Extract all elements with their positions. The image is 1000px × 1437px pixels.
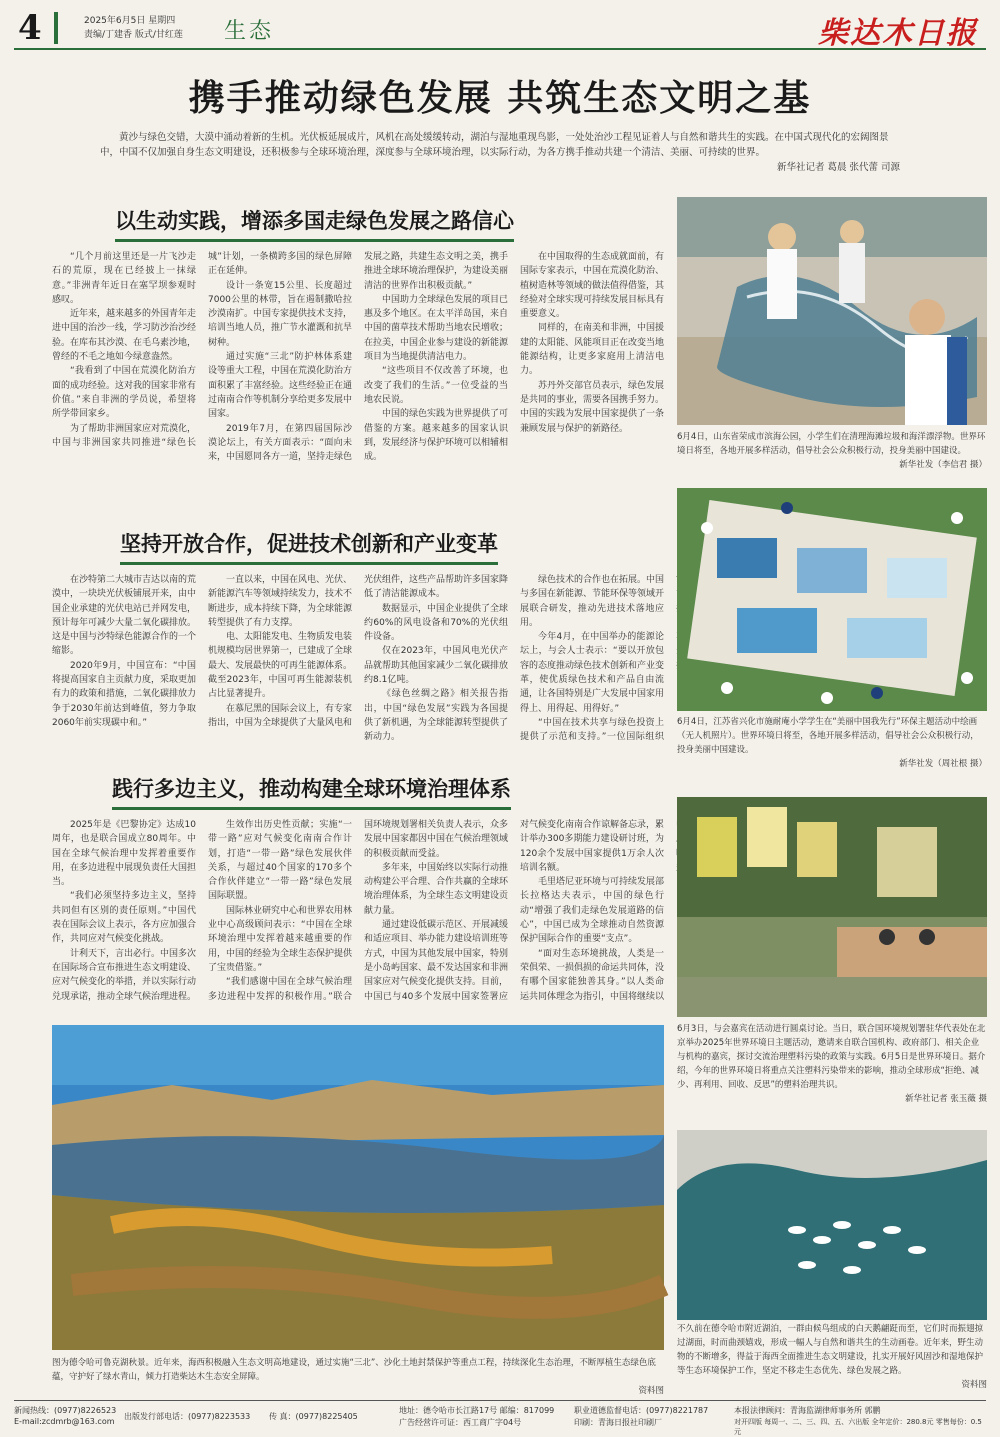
round-table-illustration xyxy=(677,797,987,1017)
paragraph: “中国在技术共享与绿色投资上提供了示范和支持。”一位国际组织 xyxy=(520,717,664,743)
paragraph: 设计一条宽15公里、长度超过7000公里的林带，旨在遏制撒哈拉沙漠南扩。中国专家提供技术支持，培训当地人员，推广节水灌溉和抗旱树种。 xyxy=(208,280,353,348)
paragraph: 多年来，中国始终以实际行动推动构建公平合理、合作共赢的全球环境治理体系，为全球生态文明建设贡献力量。 xyxy=(364,862,509,916)
photo-2-caption xyxy=(677,715,987,771)
paragraph: 近年来，越来越多的外国青年走进中国的治沙一线，学习防沙治沙经验。在库布其沙漠、在毛乌素沙地，曾经的不毛之地如今绿意盎然。 xyxy=(52,309,197,363)
photo-5-caption xyxy=(52,1356,664,1398)
footer-address: 地址：德令哈市长江路17号 邮编：817099 xyxy=(399,1406,555,1415)
paragraph: 同样的，在南美和非洲，中国援建的太阳能、风能项目正在改变当地能源结构，让更多家庭用上清洁电力。 xyxy=(520,323,665,377)
byline: 新华社记者 葛晨 张代蕾 司源 xyxy=(776,162,900,173)
subhead-3-underline xyxy=(112,807,511,810)
paragraph: 仅在2023年，中国风电光伏产品就帮助其他国家减少二氧化碳排放约8.1亿吨。 xyxy=(364,646,509,686)
swans-illustration xyxy=(677,1130,987,1320)
article-section-2 xyxy=(52,573,664,748)
footer-ad-license: 广告经营许可证：西工商广字04号 xyxy=(399,1418,522,1427)
subhead-1 xyxy=(115,205,514,242)
beach-cleanup-illustration xyxy=(677,197,987,425)
photo-round-table xyxy=(677,797,987,1017)
paragraph: 中国助力全球绿色发展的项目已惠及多个地区。在太平洋岛国，来自中国的菌草技术帮助当地农民增收；在拉美，中国企业参与建设的新能源项目为当地提供清洁电力。 xyxy=(364,294,509,363)
lead-text: 黄沙与绿色交错，大漠中涌动着新的生机。光伏板延展成片，风机在高处缓缓转动，湖泊与湿地重现鸟影，一处处治沙工程见证着人与自然和谐共生的实践。在中国式现代化的宏阔图景中，中国不仅加强自身生态文明建设，还积极参与全球环境治理，深度参与全球环境治理，以实际行动，为各方携手推动共建一个清洁、美丽、可持续的世界。 xyxy=(100,132,889,158)
paragraph: 在慕尼黑的国际会议上，有专家指出，中国为全球提供了大量风电和光伏组件，这些产品帮助许多国家降低了清洁能源成本。 xyxy=(208,575,509,728)
footer-fax: 传 真：(0977)8225405 xyxy=(269,1412,358,1421)
paragraph: “面对生态环境挑战，人类是一荣俱荣、一损俱损的命运共同体，没有哪个国家能独善其身。”以人类命运共同体理念为指引，中国将继续以 xyxy=(520,948,665,1002)
photo-school-drawing xyxy=(677,488,987,711)
paragraph: 一直以来，中国在风电、光伏、新能源汽车等领域持续发力，技术不断进步，成本持续下降，为全球能源转型提供了有力支撑。 xyxy=(208,575,353,628)
paragraph: “我们必须坚持多边主义，坚持共同但有区别的责任原则。”中国代表在国际会议上表示，各方应加强合作，共同应对气候变化挑战。 xyxy=(52,891,197,945)
school-drawing-illustration xyxy=(677,488,987,711)
footer-schedule: 对开四版 每周一、二、三、四、五、六出版 全年定价：280.8元 零售每份：0.5元 xyxy=(734,1418,982,1436)
photo-2-caption-text: 6月4日，江苏省兴化市施耐庵小学学生在“美丽中国我先行”环保主题活动中绘画（无人机照片）。世界环境日将至，各地开展多样活动，倡导社会公众积极行动，投身美丽中国建设。 xyxy=(677,717,979,755)
footer-legal: 本报法律顾问：青海监湖律师事务所 郭鹏 xyxy=(734,1406,881,1415)
photo-4-caption xyxy=(677,1322,987,1392)
paragraph: 中国的绿色实践为世界提供了可借鉴的方案。越来越多的国家认识到，发展经济与保护环境可以相辅相成。 xyxy=(364,409,509,463)
paragraph: “这些项目不仅改善了环境，也改变了我们的生活。”一位受益的当地农民说。 xyxy=(364,366,508,405)
lead-paragraph xyxy=(100,130,900,175)
photo-5-caption-text: 图为德令哈可鲁克湖秋景。近年来，海西积极融入生态文明高地建设，通过实施“三北”、沙化土地封禁保护等重点工程，持续深化生态治理，不断厚植生态绿色底蕴，守护好了绿水青山，倾力打造柴达木生态安全屏障。 xyxy=(52,1358,656,1382)
paragraph: 2020年9月，中国宣布：“中国将提高国家自主贡献力度，采取更加有力的政策和措施，二氧化碳排放力争于2030年前达到峰值，努力争取2060年前实现碳中和。” xyxy=(52,660,197,728)
issue-date: 2025年6月5日 星期四 xyxy=(84,16,176,26)
photo-3-caption xyxy=(677,1022,987,1106)
paragraph: 国际林业研究中心和世界农用林业中心高级顾问表示：“中国在全球环境治理中发挥着越来越重要的作用，中国的经验为全球生态保护提供了宝贵借鉴。” xyxy=(208,905,353,973)
paragraph: 通过实施“三北”防护林体系建设等重大工程，中国在荒漠化防治方面积累了丰富经验。这些经验正在通过南南合作等机制分享给更多发展中国家。 xyxy=(208,352,353,420)
page-number: 4 xyxy=(18,8,42,48)
footer-news-hotline: 新闻热线：(0977)8226523 xyxy=(14,1406,117,1415)
photo-1-caption xyxy=(677,430,987,472)
paragraph: 2019年7月，在第四届国际沙漠论坛上，有关方面表示：“面向未来，中国愿同各方一道，坚持走绿色发展之路，共建生态文明之美，携手推进全球环境治理保护，为建设美丽清洁的世界作出积极贡献。” xyxy=(208,252,509,463)
masthead-logo: 柴达木日报 xyxy=(818,16,978,51)
photo-swans xyxy=(677,1130,987,1320)
paragraph: 在沙特第二大城市吉达以南的荒漠中，一块块光伏板铺展开来，由中国企业承建的光伏电站已并网发电，预计每年可减少大量二氧化碳排放。这是中国与沙特绿色能源合作的一个缩影。 xyxy=(52,575,197,657)
paragraph: 毛里塔尼亚环境与可持续发展部长拉格达夫表示，中国的绿色行动“增强了我们走绿色发展道路的信心”，中国已成为全球推动自然资源保护国际合作的重要“支点”。 xyxy=(520,877,665,945)
page-footer xyxy=(14,1400,986,1436)
paragraph: 生效作出历史性贡献；实施“一带一路”应对气候变化南南合作计划，打造“一带一路”绿色发展伙伴关系，与超过40个国家的170多个合作伙伴建立“一带一路”绿色发展国际联盟。 xyxy=(208,820,352,902)
subhead-3 xyxy=(112,773,511,810)
paragraph: 电、太阳能发电、生物质发电装机规模均居世界第一，已建成了全球最大、发展最快的可再生能源体系。截至2023年，中国可再生能源装机占比显著提升。 xyxy=(208,632,353,700)
subhead-3-text: 践行多边主义，推动构建全球环境治理体系 xyxy=(112,777,511,801)
main-headline: 携手推动绿色发展 共筑生态文明之基 xyxy=(188,77,812,119)
photo-1-caption-text: 6月4日，山东省荣成市滨海公园，小学生们在清理海滩垃圾和海洋漂浮物。世界环境日将至，各地开展多样活动，倡导社会公众积极行动，投身美丽中国建设。 xyxy=(677,432,986,456)
page-header xyxy=(14,6,986,50)
paragraph: 苏丹外交部官员表示，绿色发展是共同的事业，需要各国携手努力。中国的实践为发展中国家提供了一条兼顾发展与保护的新路径。 xyxy=(520,380,665,434)
photo-5-credit: 资料图 xyxy=(638,1386,664,1396)
section-title: 生态 xyxy=(224,19,275,44)
photo-1-credit: 新华社发（李信君 摄） xyxy=(899,460,987,470)
paragraph: 《绿色丝绸之路》相关报告指出，中国“绿色发展”实践为各国提供了新机遇，为全球能源转型提供了新动力。 xyxy=(364,689,509,743)
subhead-1-text: 以生动实践，增添多国走绿色发展之路信心 xyxy=(115,209,514,233)
paragraph: “我看到了中国在荒漠化防治方面的成功经验。这对我的国家非常有价值。”来自非洲的学员说，希望将所学带回家乡。 xyxy=(52,366,197,420)
photo-4-caption-text: 不久前在德令哈市附近湖泊，一群由候鸟组成的白天鹅翩跹而至，它们时而振翅掠过湖面，时而曲颈嬉戏，形成一幅人与自然和谐共生的生动画卷。近年来，野生动物的不断增多，得益于海西全面推进生态文明建设，扎实开展好风固沙和湿地保护等生态环境保护工作，坚定不移走生态优先、绿色发展之路。 xyxy=(677,1324,984,1376)
paragraph: “我们感谢中国在全球气候治理多边进程中发挥的积极作用。”联合国环境规划署相关负责人表示，众多发展中国家都因中国在气候治理领域的积极贡献而受益。 xyxy=(208,820,509,1002)
photo-lake-landscape xyxy=(52,1025,664,1350)
subhead-2-underline xyxy=(120,562,498,565)
paragraph: 2025年是《巴黎协定》达成10周年，也是联合国成立80周年。中国在全球气候治理中发挥着重要作用，在多边进程中展现负责任大国担当。 xyxy=(52,820,197,888)
header-meta xyxy=(84,14,183,42)
paragraph: 在中国取得的生态成就面前，有国际专家表示，中国在荒漠化防治、植树造林等领域的做法值得借鉴，其经验对全球实现可持续发展目标具有重要意义。 xyxy=(520,252,665,320)
paragraph: “几个月前这里还是一片飞沙走石的荒原，现在已经披上一抹绿意。”非洲青年近日在塞罕坝参观时感叹。 xyxy=(52,252,196,305)
footer-complaint: 职业道德监督电话：(0977)8221787 xyxy=(574,1406,709,1415)
footer-printer: 印刷：青海日报社印刷厂 xyxy=(574,1418,662,1427)
paragraph: 为了帮助非洲国家应对荒漠化，中国与非洲国家共同推进“绿色长城”计划，一条横跨多国的绿色屏障正在延伸。 xyxy=(52,252,352,448)
subhead-1-underline xyxy=(115,239,514,242)
footer-distribution: 出版发行部电话：(0977)8223533 xyxy=(124,1412,251,1421)
paragraph: 今年4月，在中国举办的能源论坛上，与会人士表示：“要以开放包容的态度推动绿色技术创新和产业变革，使优质绿色技术和产品自由流通，让各国特别是广大发展中国家用得上、用得起、用得好。” xyxy=(520,632,665,714)
paragraph: 数据显示，中国企业提供了全球约60%的风电设备和70%的光伏组件设备。 xyxy=(364,603,509,643)
photo-2-credit: 新华社发（周社根 摄） xyxy=(899,759,987,769)
photo-beach-cleanup xyxy=(677,197,987,425)
editor-credit: 责编/丁建香 版式/甘红莲 xyxy=(84,30,183,40)
subhead-2-text: 坚持开放合作，促进技术创新和产业变革 xyxy=(120,532,498,556)
photo-3-caption-text: 6月3日，与会嘉宾在活动进行圆桌讨论。当日，联合国环境规划署驻华代表处在北京举办2025年世界环境日主题活动，邀请来自联合国机构、政府部门、相关企业与机构的嘉宾，探讨交流治理塑料污染的政策与实践。6月5日是世界环境日。据介绍，今年的世界环境日将重点关注塑料污染带来的影响，推动全球形成“拒绝、减少、再利用、回收、反思”的塑料治理共识。 xyxy=(677,1024,986,1090)
paragraph: 绿色技术的合作也在拓展。中国与多国在新能源、节能环保等领域开展联合研发，推动先进技术落地应用。 xyxy=(520,575,665,628)
subhead-2 xyxy=(120,528,498,565)
paragraph: 计利天下，言出必行。中国多次在国际场合宣布推进生态文明建设、应对气候变化的举措，并以实际行动兑现承诺，推动全球气候治理进程。 xyxy=(52,948,197,1002)
photo-3-credit: 新华社记者 张玉薇 摄 xyxy=(905,1094,987,1104)
page-number-bar xyxy=(54,12,58,44)
paragraph: 通过建设低碳示范区、开展减缓和适应项目、举办能力建设培训班等方式，中国为其他发展中国家，特别是小岛屿国家、最不发达国家和非洲国家应对气候变化提供支持。目前，中国已与40多个发展中国家签署应对气候变化南南合作谅解备忘录，累计举办300多期能力建设研讨班，为120余个发展中国家提供1万余人次培训名额。 xyxy=(364,820,665,1002)
lake-landscape-illustration xyxy=(52,1025,664,1350)
photo-4-credit: 资料图 xyxy=(961,1380,987,1390)
article-section-1 xyxy=(52,250,664,520)
footer-email: E-mail:zcdmrb@163.com xyxy=(14,1417,115,1426)
article-section-3 xyxy=(52,818,664,1018)
